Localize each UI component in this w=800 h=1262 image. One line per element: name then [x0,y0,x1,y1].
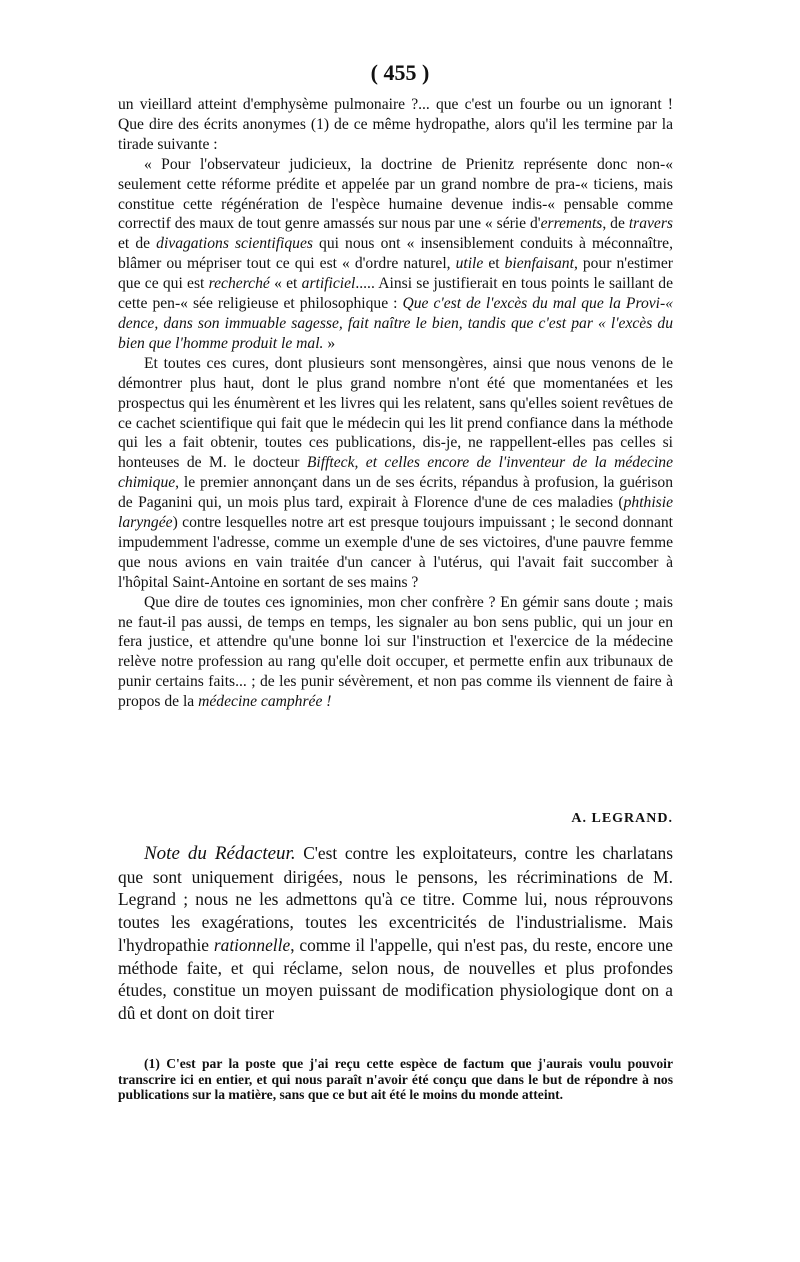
paragraph-text: , le premier annonçant dans un de ses écrits, répandus à profusion, la guérison de Paganini qui, un mois plus tard, expirait à Florence d'une de ces maladies ( [118,474,673,512]
quoted-tirade [118,155,673,354]
quote-italic: divagations scientifiques [156,235,313,253]
article-body [118,95,673,712]
paragraph-italic: phthisie laryngée [118,494,673,532]
paragraph-text: ) contre lesquelles notre art est presque toujours impuissant ; le second donnant impudemment l'adresse, comme un exemple d'une de ses victoires, d'une pauvre femme que nous avions en vain traitée d'un cancer à l'utérus, qui l'avait fait succomber à l'hôpital Saint-Antoine en sortant de ses mains ? [118,514,673,591]
quote-text: « Pour l'observateur judicieux, la doctrine de Prienitz représente donc non-« seulement cette réforme prédite et appelée par un grand nombre de pra-« ticiens, mais constitue cette régénération de l'espèce humaine devenue indis-« pensable comme correctif des maux de tout genre amassés sur nous par une « série d' [118,155,673,233]
paragraph-text: Et toutes ces cures, dont plusieurs sont mensongères, ainsi que nous venons de le démontrer plus haut, dont le plus grand nombre n'ont été que momentanées et les prospectus qui les énumèrent et les livres qui les relatent, sans qu'elles soient revêtues de ce cachet scientifique qui fait que le médecin qui les lit prend confiance dans la méthode qui les a fait obtenir, toutes ces publications, dis-je, ne rappellent-elles pas celles si honteuses de M. le docteur [118,354,673,472]
author-signature: A. LEGRAND. [571,811,673,826]
quote-italic: bienfaisant [504,255,574,273]
quote-italic: Que c'est de l'excès du mal que la Provi-« dence, dans son immuable sagesse, fait naître le bien, tandis que c'est par « l'excès du bien que l'homme produit le mal. [118,295,673,352]
quote-italic: artificiel [301,275,356,293]
paragraph-ignominies [118,593,673,712]
editor-note [118,842,673,1025]
paragraph-italic: médecine camphrée ! [198,693,332,711]
page-number: ( 455 ) [370,60,430,85]
quote-text: et [483,255,505,273]
intro-paragraph: un vieillard atteint d'emphysème pulmonaire ?... que c'est un fourbe ou un ignorant ! Que dire des écrits anonymes (1) de ce même hydropathe, alors qu'il les termine par la tirade suivante : [118,96,673,153]
quote-italic: utile [455,255,484,273]
paragraph-text: Que dire de toutes ces ignominies, mon cher confrère ? En gémir sans doute ; mais ne faut-il pas aussi, de temps en temps, les signaler au bon sens public, qui un jour en fera justice, et attendre qu'une bonne loi sur l'instruction et l'exercice de la médecine relève notre profession au rang qu'elle doit occuper, et permette enfin aux tribunaux de punir certains faits... ; de les punir sévèrement, et non pas comme ils viennent de faire à propos de la [118,593,673,711]
note-text: , comme il l'appelle, qui n'est pas, du reste, encore une méthode faite, et qui réclame, selon nous, de nouvelles et plus profondes études, constitue un moyen puissant de modification physiologique dont on a dû et dont on doit tirer [118,934,673,1023]
note-italic: rationnelle [213,934,291,955]
paragraph-italic: Biffteck, et celles encore de l'inventeur de la médecine chimique [118,454,673,492]
quote-italic: errements [540,215,603,233]
note-text: C'est contre les exploitateurs, contre les charlatans que sont uniquement dirigées, nous le pensons, les récriminations de M. Legrand ; nous ne les admettons qu'à ce titre. Comme lui, nous réprouvons toutes les exagérations, toutes les excentricités de l'industrialisme. Mais l'hydropathie [118,843,674,955]
quote-text: qui nous ont « insensiblement conduits à méconnaître, blâmer ou mépriser tout ce qui est « d'ordre naturel, [118,235,673,273]
quote-italic: travers [628,215,673,233]
note-heading: Note du Rédacteur. [144,843,296,864]
quote-text: , pour n'estimer que ce qui est [118,255,673,293]
paragraph-cures [118,354,673,593]
quote-italic: recherché [208,275,270,293]
quote-text: , de [602,215,629,233]
quote-text: » [323,334,336,352]
quote-text: ..... Ainsi se justifierait en tous points le saillant de cette pen-« sée religieuse et philosophique : [118,275,674,313]
footnote [118,1056,673,1103]
quote-text: « et [269,275,302,293]
quote-text: et de [118,235,157,253]
footnote-text: (1) C'est par la poste que j'ai reçu cette espèce de factum que j'aurais voulu pouvoir transcrire ici en entier, et qui nous paraît n'avoir été conçu que dans le but de répondre à nos publications sur la matière, sans que ce but ait été le moins du monde atteint. [118,1056,673,1102]
